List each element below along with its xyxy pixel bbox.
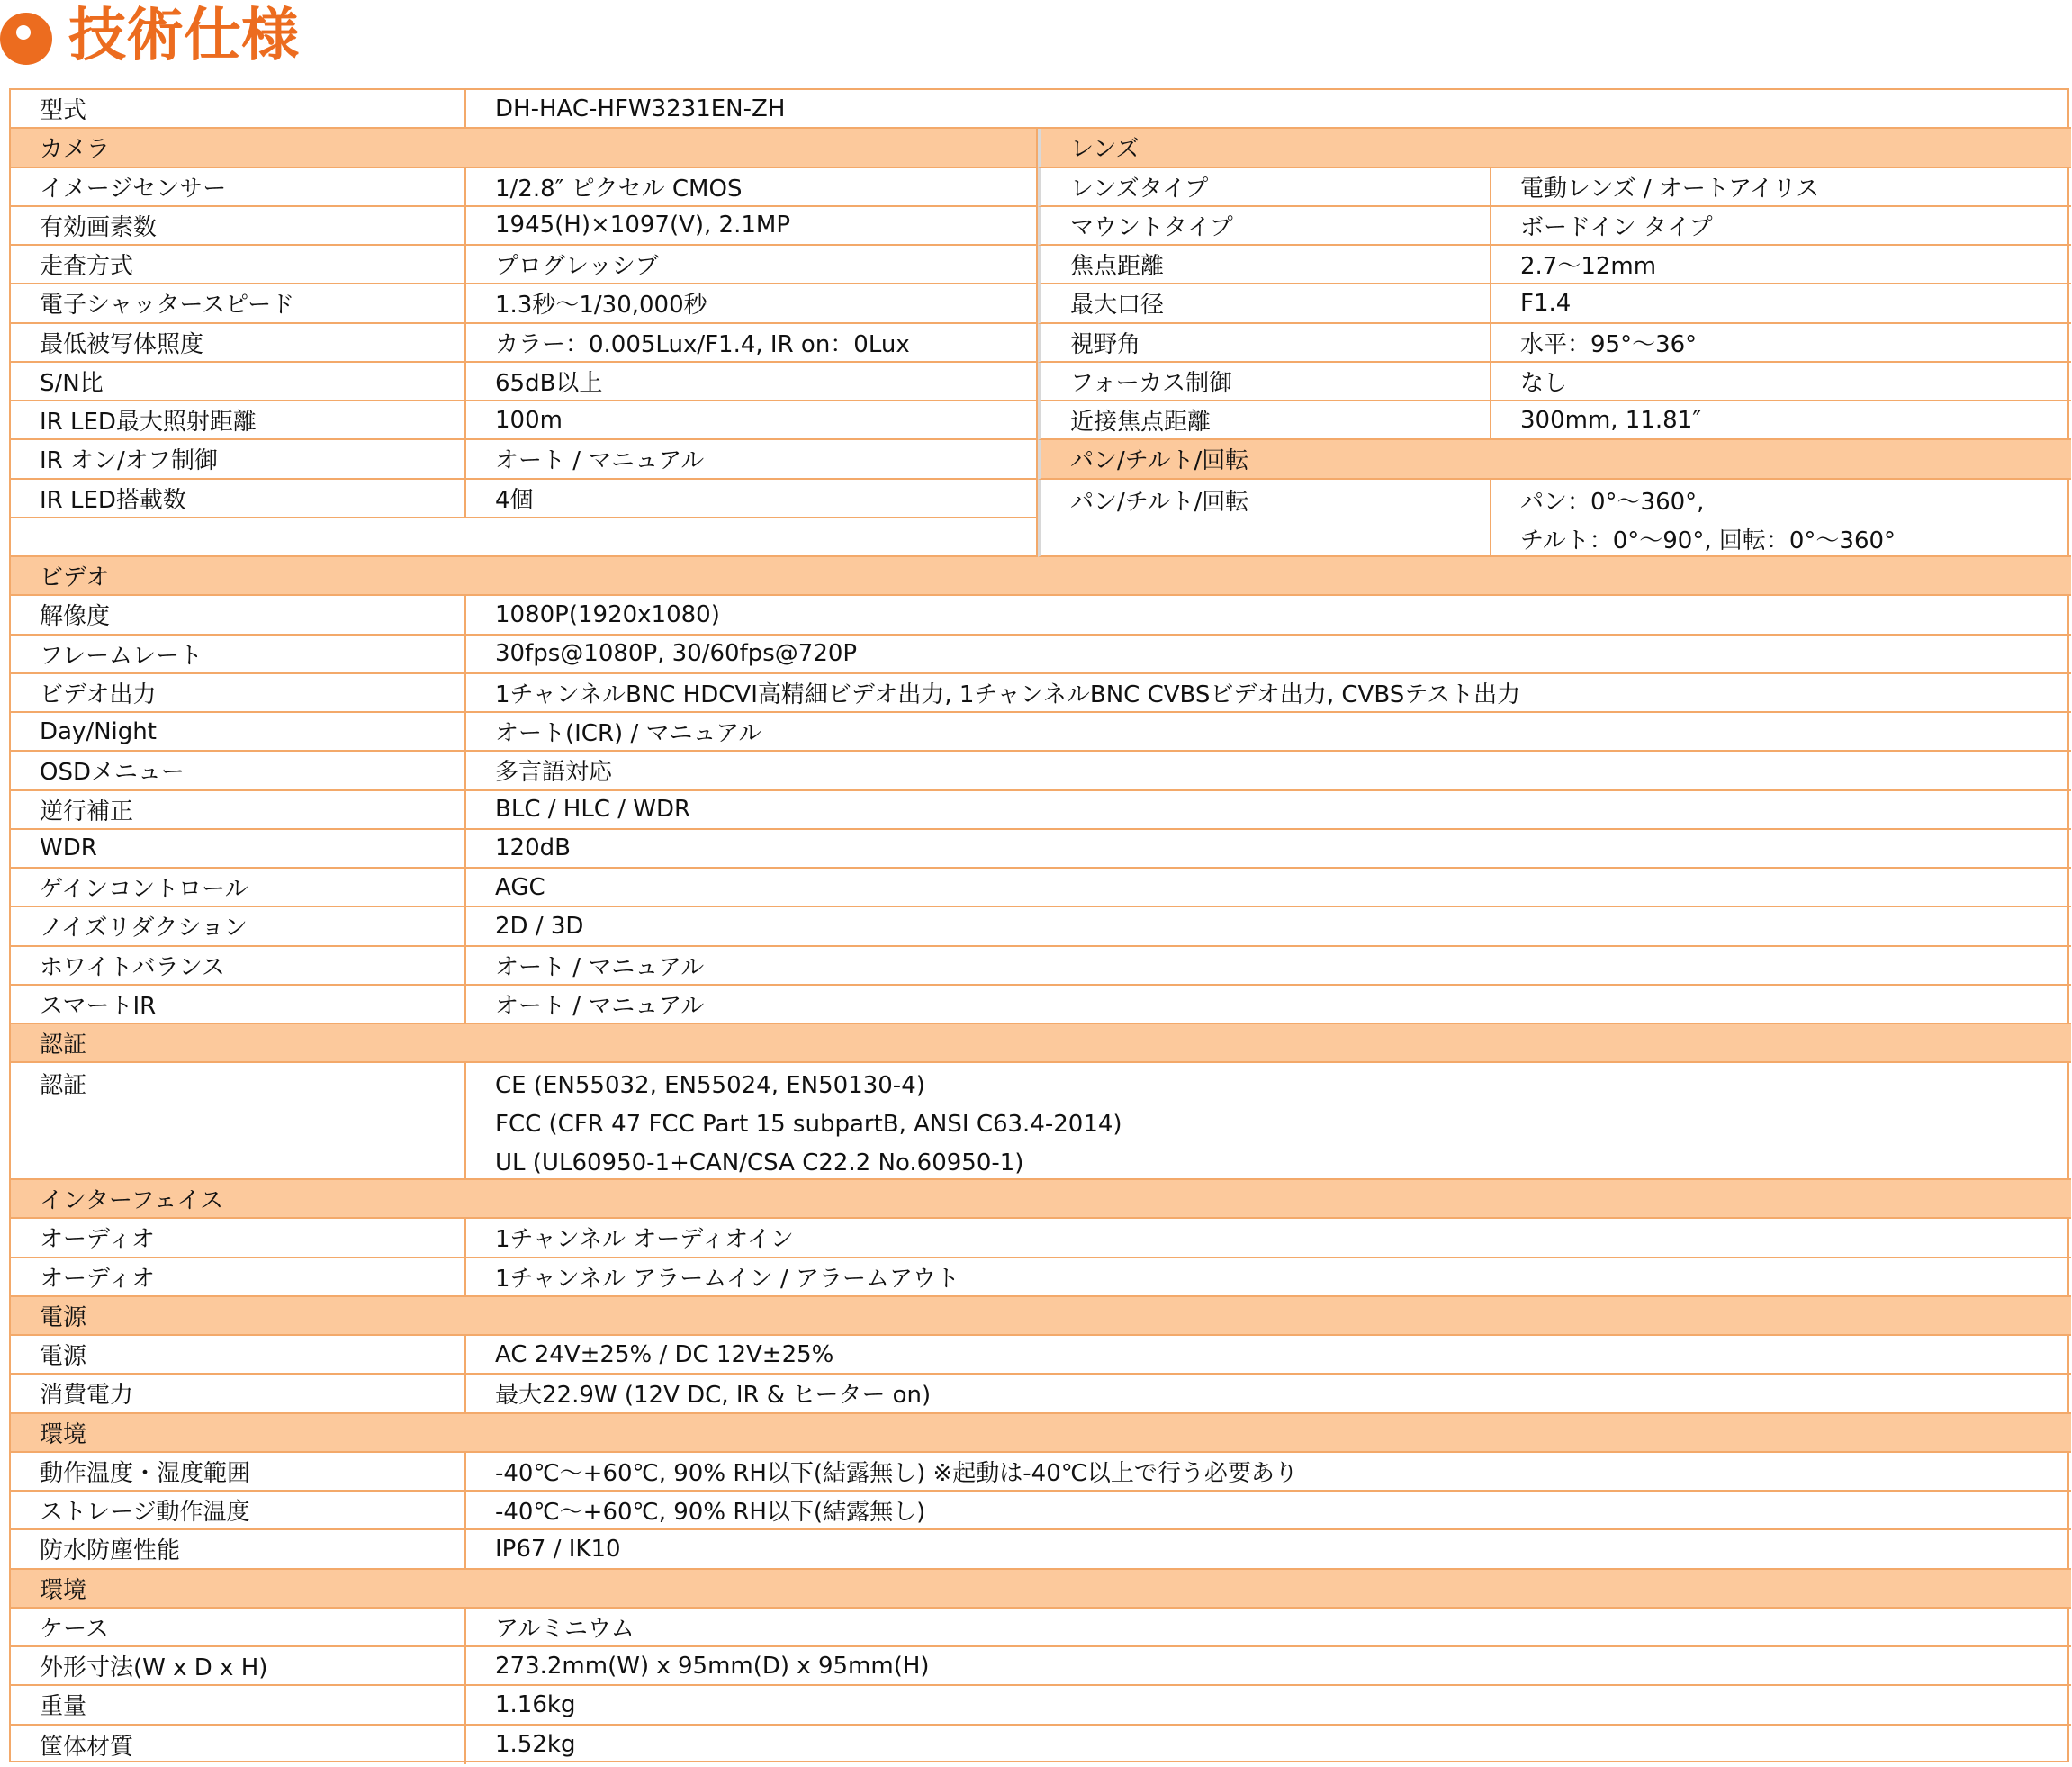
certification-line: UL (UL60950-1+CAN/CSA C22.2 No.60950-1)	[495, 1149, 1024, 1177]
camera-row-value: 1/2.8″ ピクセル CMOS	[466, 168, 1038, 207]
video-row-label: OSDメニュー	[11, 752, 466, 790]
physical-row-value: アルミニウム	[466, 1609, 2071, 1647]
video-row-label: フレームレート	[11, 636, 466, 674]
lens-row-value: ボードイン タイプ	[1491, 207, 2071, 246]
video-row-value: 120dB	[466, 830, 2071, 869]
interface-row-label: オーディオ	[11, 1219, 466, 1258]
certification-line: CE (EN55032, EN55024, EN50130-4)	[495, 1072, 925, 1100]
pantilt-label: パン/チルト/回転	[1070, 488, 1249, 516]
camera-empty-row	[11, 518, 1038, 557]
lens-row-value: F1.4	[1491, 284, 2071, 323]
camera-row-value: オート / マニュアル	[466, 440, 1038, 479]
camera-row-value: カラー：0.005Lux/F1.4, IR on：0Lux	[466, 324, 1038, 363]
section-header-lens: レンズ	[1038, 129, 2071, 167]
lens-row-value: 水平：95°～36°	[1491, 324, 2071, 363]
section-header-physical: 環境	[11, 1570, 2071, 1609]
lens-row-value: 2.7～12mm	[1491, 246, 2071, 284]
camera-row-label: IR オン/オフ制御	[11, 440, 466, 479]
certification-line: FCC (CFR 47 FCC Part 15 subpartB, ANSI C63.4-2014)	[495, 1111, 1122, 1139]
camera-row-label: 最低被写体照度	[11, 324, 466, 363]
section-header-pantilt: パン/チルト/回転	[1038, 440, 2071, 479]
video-row-value: オート / マニュアル	[466, 947, 2071, 986]
camera-row-value: 65dB以上	[466, 363, 1038, 401]
pantilt-line: パン：0°～360°,	[1520, 488, 1705, 516]
video-row-value: オート(ICR) / マニュアル	[466, 713, 2071, 752]
lens-row-label: 焦点距離	[1038, 246, 1491, 284]
camera-row-value: プログレッシブ	[466, 246, 1038, 284]
certification-value-cell	[466, 1063, 2071, 1180]
video-row-label: 逆行補正	[11, 791, 466, 830]
interface-row-value: 1チャンネル オーディオイン	[466, 1219, 2071, 1258]
pantilt-label-cell	[1038, 480, 1491, 558]
pantilt-value-cell	[1491, 480, 2071, 558]
section-header-camera: カメラ	[11, 129, 1038, 167]
certification-label: 認証	[40, 1072, 87, 1100]
video-row-value: 1080P(1920x1080)	[466, 596, 2071, 635]
camera-row-label: 有効画素数	[11, 207, 466, 246]
camera-row-value: 4個	[466, 480, 1038, 518]
physical-row-label: 外形寸法(W x D x H)	[11, 1647, 466, 1686]
section-header-video: ビデオ	[11, 557, 2071, 596]
physical-row-label: 重量	[11, 1686, 466, 1725]
physical-row-value: 1.16kg	[466, 1686, 2071, 1725]
camera-row-label: IR LED最大照射距離	[11, 401, 466, 440]
video-row-value: オート / マニュアル	[466, 986, 2071, 1024]
model-label: 型式	[11, 90, 466, 129]
lens-row-label: 最大口径	[1038, 284, 1491, 323]
lens-row-label: マウントタイプ	[1038, 207, 1491, 246]
video-row-label: 解像度	[11, 596, 466, 635]
physical-row-label: ケース	[11, 1609, 466, 1647]
power-row-value: 最大22.9W (12V DC, IR & ヒーター on)	[466, 1375, 2071, 1413]
video-row-value: 1チャンネルBNC HDCVI高精細ビデオ出力, 1チャンネルBNC CVBSビデオ出力, CVBSテスト出力	[466, 674, 2071, 713]
physical-row-value: 273.2mm(W) x 95mm(D) x 95mm(H)	[466, 1647, 2071, 1686]
physical-row-label: 筐体材質	[11, 1726, 466, 1764]
video-row-label: ノイズリダクション	[11, 907, 466, 946]
lens-row-label: フォーカス制御	[1038, 363, 1491, 401]
camera-row-label: S/N比	[11, 363, 466, 401]
lens-row-label: 視野角	[1038, 324, 1491, 363]
camera-row-label: 走査方式	[11, 246, 466, 284]
model-value: DH-HAC-HFW3231EN-ZH	[466, 90, 2071, 129]
camera-row-value: 1945(H)×1097(V), 2.1MP	[466, 207, 1038, 246]
video-row-label: ゲインコントロール	[11, 869, 466, 907]
power-row-label: 消費電力	[11, 1375, 466, 1413]
lens-row-value: 電動レンズ / オートアイリス	[1491, 168, 2071, 207]
camera-row-label: イメージセンサー	[11, 168, 466, 207]
physical-row-value: 1.52kg	[495, 1731, 576, 1759]
camera-row-label: IR LED搭載数	[11, 480, 466, 518]
environment-row-value: -40℃～+60℃, 90% RH以下(結露無し)	[466, 1492, 2071, 1530]
environment-row-value: IP67 / IK10	[466, 1530, 2071, 1569]
video-row-label: ホワイトバランス	[11, 947, 466, 986]
camera-row-value: 1.3秒～1/30,000秒	[466, 284, 1038, 323]
section-header-power: 電源	[11, 1297, 2071, 1336]
interface-row-value: 1チャンネル アラームイン / アラームアウト	[466, 1258, 2071, 1297]
bullet-circle-icon	[0, 13, 52, 65]
power-row-label: 電源	[11, 1336, 466, 1375]
lens-row-label: 近接焦点距離	[1038, 401, 1491, 440]
environment-row-label: ストレージ動作温度	[11, 1492, 466, 1530]
section-header-interface: インターフェイス	[11, 1180, 2071, 1219]
video-row-value: 30fps@1080P, 30/60fps@720P	[466, 636, 2071, 674]
camera-row-value: 100m	[466, 401, 1038, 440]
video-row-value: 多言語対応	[466, 752, 2071, 790]
spec-table	[9, 88, 2069, 1762]
camera-row-label: 電子シャッタースピード	[11, 284, 466, 323]
environment-row-label: 動作温度・湿度範囲	[11, 1453, 466, 1492]
certification-label-cell	[11, 1063, 466, 1180]
power-row-value: AC 24V±25% / DC 12V±25%	[466, 1336, 2071, 1375]
video-row-label: スマートIR	[11, 986, 466, 1024]
video-row-label: ビデオ出力	[11, 674, 466, 713]
section-header-environment: 環境	[11, 1414, 2071, 1453]
video-row-label: WDR	[11, 830, 466, 869]
page-title: 技術仕様	[68, 3, 299, 69]
lens-row-label: レンズタイプ	[1038, 168, 1491, 207]
environment-row-label: 防水防塵性能	[11, 1530, 466, 1569]
video-row-label: Day/Night	[11, 713, 466, 752]
pantilt-line: チルト：0°～90°, 回転：0°～360°	[1520, 527, 1896, 554]
video-row-value: BLC / HLC / WDR	[466, 791, 2071, 830]
section-header-certification: 認証	[11, 1024, 2071, 1063]
lens-row-value: なし	[1491, 363, 2071, 401]
video-row-value: AGC	[466, 869, 2071, 907]
interface-row-label: オーディオ	[11, 1258, 466, 1297]
lens-row-value: 300mm, 11.81″	[1491, 401, 2071, 440]
video-row-value: 2D / 3D	[466, 907, 2071, 946]
environment-row-value: -40℃～+60℃, 90% RH以下(結露無し) ※起動は-40℃以上で行う必要あり	[466, 1453, 2071, 1492]
